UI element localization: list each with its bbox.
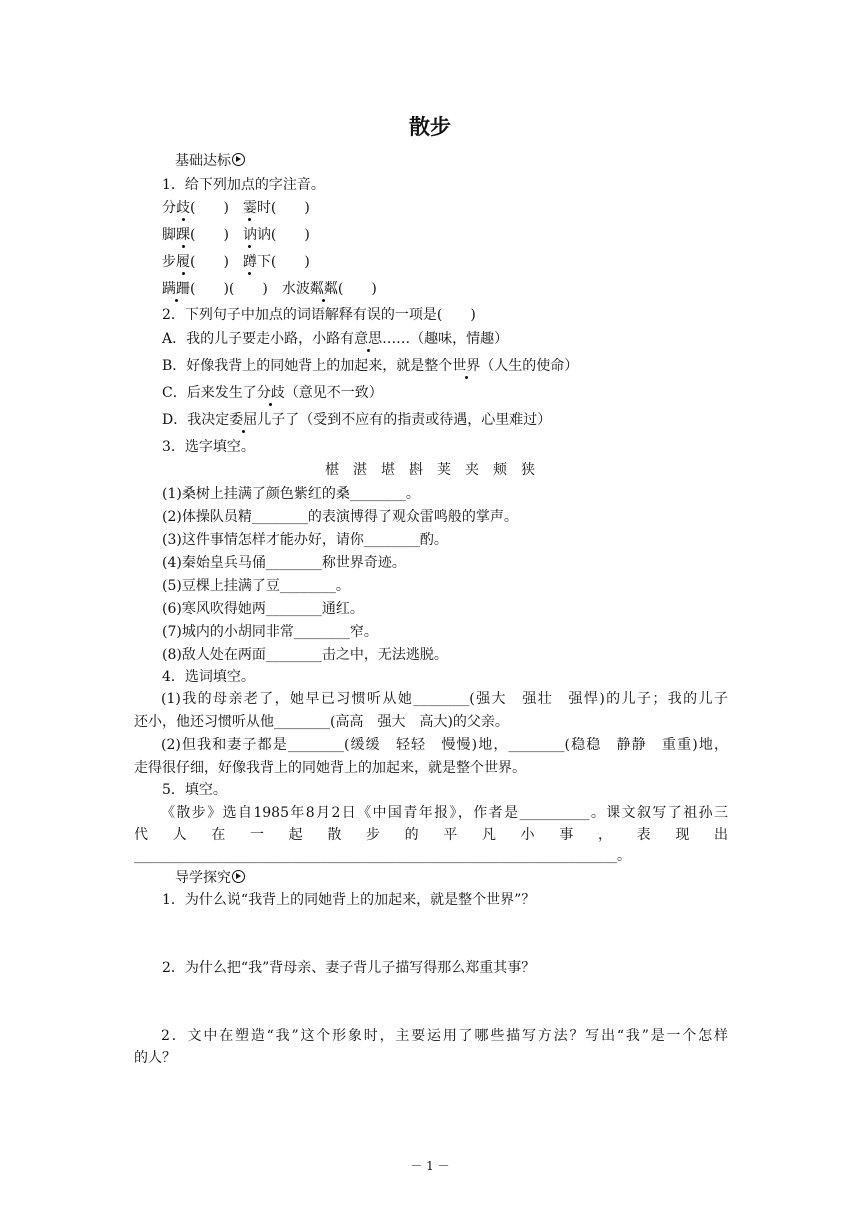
- question-2-option-d: [162, 411, 551, 429]
- dotted-char: 蹒跚: [162, 281, 190, 297]
- question-4-paragraph-1-line-2: 还小，他还习惯听从他________(高高 强大 高大)的父亲。: [134, 714, 509, 730]
- section-heading-explore-label: 导学探究: [175, 870, 231, 886]
- dotted-char: 踝: [176, 227, 190, 243]
- section-heading-basic: [175, 152, 245, 170]
- candidate-char: 椹: [325, 462, 339, 478]
- question-3-item-3: (3)这件事情怎样才能办好，请你________酌。: [162, 532, 448, 548]
- option-text: ……（趣味，情趣）: [382, 331, 509, 347]
- option-text: A．我的儿子要走小路，小路有: [162, 331, 355, 347]
- char: 下( ): [256, 254, 310, 270]
- explore-question-2: 2．为什么把“我”背母亲、妻子背儿子描写得那么郑重其事？: [162, 960, 536, 976]
- question-4-paragraph-1-line-1: (1)我的母亲老了，她早已习惯听从她________(强大 强壮 强悍)的儿子；我的儿子: [161, 691, 728, 707]
- candidate-characters: [0, 461, 860, 479]
- question-3-stem: 3．选字填空。: [162, 439, 255, 455]
- option-text: B．好像我背上的同她背上的加起来，就是整个: [162, 358, 453, 374]
- question-1-row-1: [162, 199, 310, 217]
- section-heading-basic-label: 基础达标: [175, 153, 231, 169]
- question-3-item-7: (7)城内的小胡同非常________窄。: [162, 624, 378, 640]
- dotted-char: 履: [176, 254, 190, 270]
- char: 时( ): [256, 200, 310, 216]
- candidate-char: 湛: [353, 462, 367, 478]
- char: 步: [162, 254, 176, 270]
- blank: ( ): [337, 281, 377, 297]
- char: 分: [162, 200, 176, 216]
- page-number: － 1 －: [410, 1159, 450, 1173]
- section-heading-explore: [175, 869, 245, 887]
- explore-question-3-line-1: 2．文中在塑造“我”这个形象时，主要运用了哪些描写方法？写出“我”是一个怎样: [161, 1028, 728, 1044]
- dotted-char: 歧: [176, 200, 190, 216]
- question-5-answer-blank: ______________________________________________________________________。: [134, 848, 631, 864]
- char: 脚: [162, 227, 176, 243]
- question-2-option-c: [162, 384, 383, 402]
- question-3-item-1: (1)桑树上挂满了颜色紫红的桑________。: [162, 486, 420, 502]
- question-5-stem: 5．填空。: [162, 782, 227, 798]
- question-4-paragraph-2-line-1: (2)但我和妻子都是________(缓缓 轻轻 慢慢)地，________(稳稳 静静 重重)地，: [161, 737, 728, 753]
- question-2-option-a: [162, 330, 508, 348]
- candidate-char: 颊: [493, 462, 507, 478]
- question-1-stem: 1．给下列加点的字注音。: [162, 177, 325, 193]
- question-4-stem: 4．选词填空。: [162, 669, 255, 685]
- option-text: （意见不一致）: [284, 385, 383, 401]
- dotted-word: 分歧: [256, 385, 285, 401]
- option-text: 儿子了（受到不应有的指责或待遇，心里难过）: [257, 412, 552, 428]
- question-4-paragraph-2-line-2: 走得很仔细，好像我背上的同她背上的加起来，就是整个世界。: [134, 760, 526, 776]
- dotted-char: 讷: [242, 227, 257, 243]
- candidate-char: 堪: [381, 462, 395, 478]
- question-3-item-5: (5)豆棵上挂满了豆________。: [162, 578, 350, 594]
- question-2-option-b: [162, 357, 578, 375]
- play-circle-icon: [232, 153, 245, 166]
- option-text: D．我决定: [162, 412, 230, 428]
- question-1-row-3: [162, 253, 310, 271]
- candidate-char: 狭: [521, 462, 535, 478]
- question-3-item-2: (2)体操队员精________的表演博得了观众雷鸣般的掌声。: [162, 509, 518, 525]
- question-1-row-4: [162, 280, 377, 298]
- page-title: 散步: [409, 114, 451, 139]
- question-2-stem: 2．下列句子中加点的词语解释有误的一项是( ): [162, 307, 476, 323]
- question-5-line-1: 《散步》选自1985年8月2日《中国青年报》，作者是__________。课文叙写了祖孙三: [161, 805, 728, 821]
- question-3-item-8: (8)敌人处在两面________击之中，无法逃脱。: [162, 647, 448, 663]
- char: 讷( ): [256, 227, 310, 243]
- dotted-word: 委屈: [229, 412, 258, 428]
- dotted-char: 蹲: [242, 254, 257, 270]
- play-circle-icon: [232, 870, 245, 883]
- question-5-line-2: 代人在一起散步的平凡小事，表现出: [134, 827, 728, 843]
- explore-question-1: 1．为什么说“我背上的同她背上的加起来，就是整个世界”？: [162, 892, 536, 908]
- candidate-char: 斟: [409, 462, 423, 478]
- blank: ( ): [190, 254, 243, 270]
- option-text: （人生的使命）: [480, 358, 579, 374]
- question-1-row-2: [162, 226, 310, 244]
- dotted-word: 意思: [354, 331, 383, 347]
- question-3-item-4: (4)秦始皇兵马俑________称世界奇迹。: [162, 555, 406, 571]
- question-3-item-6: (6)寒风吹得她两________通红。: [162, 601, 364, 617]
- dotted-char: 霎: [242, 200, 257, 216]
- explore-question-3-line-2: 的人？: [134, 1050, 176, 1066]
- blank: ( ): [190, 227, 243, 243]
- dotted-word: 世界: [452, 358, 481, 374]
- option-text: C．后来发生了: [162, 385, 257, 401]
- blank: ( )( ) 水波: [190, 281, 310, 297]
- candidate-char: 夹: [465, 462, 479, 478]
- blank: ( ): [190, 200, 243, 216]
- candidate-char: 荚: [437, 462, 451, 478]
- dotted-char: 粼粼: [309, 281, 338, 297]
